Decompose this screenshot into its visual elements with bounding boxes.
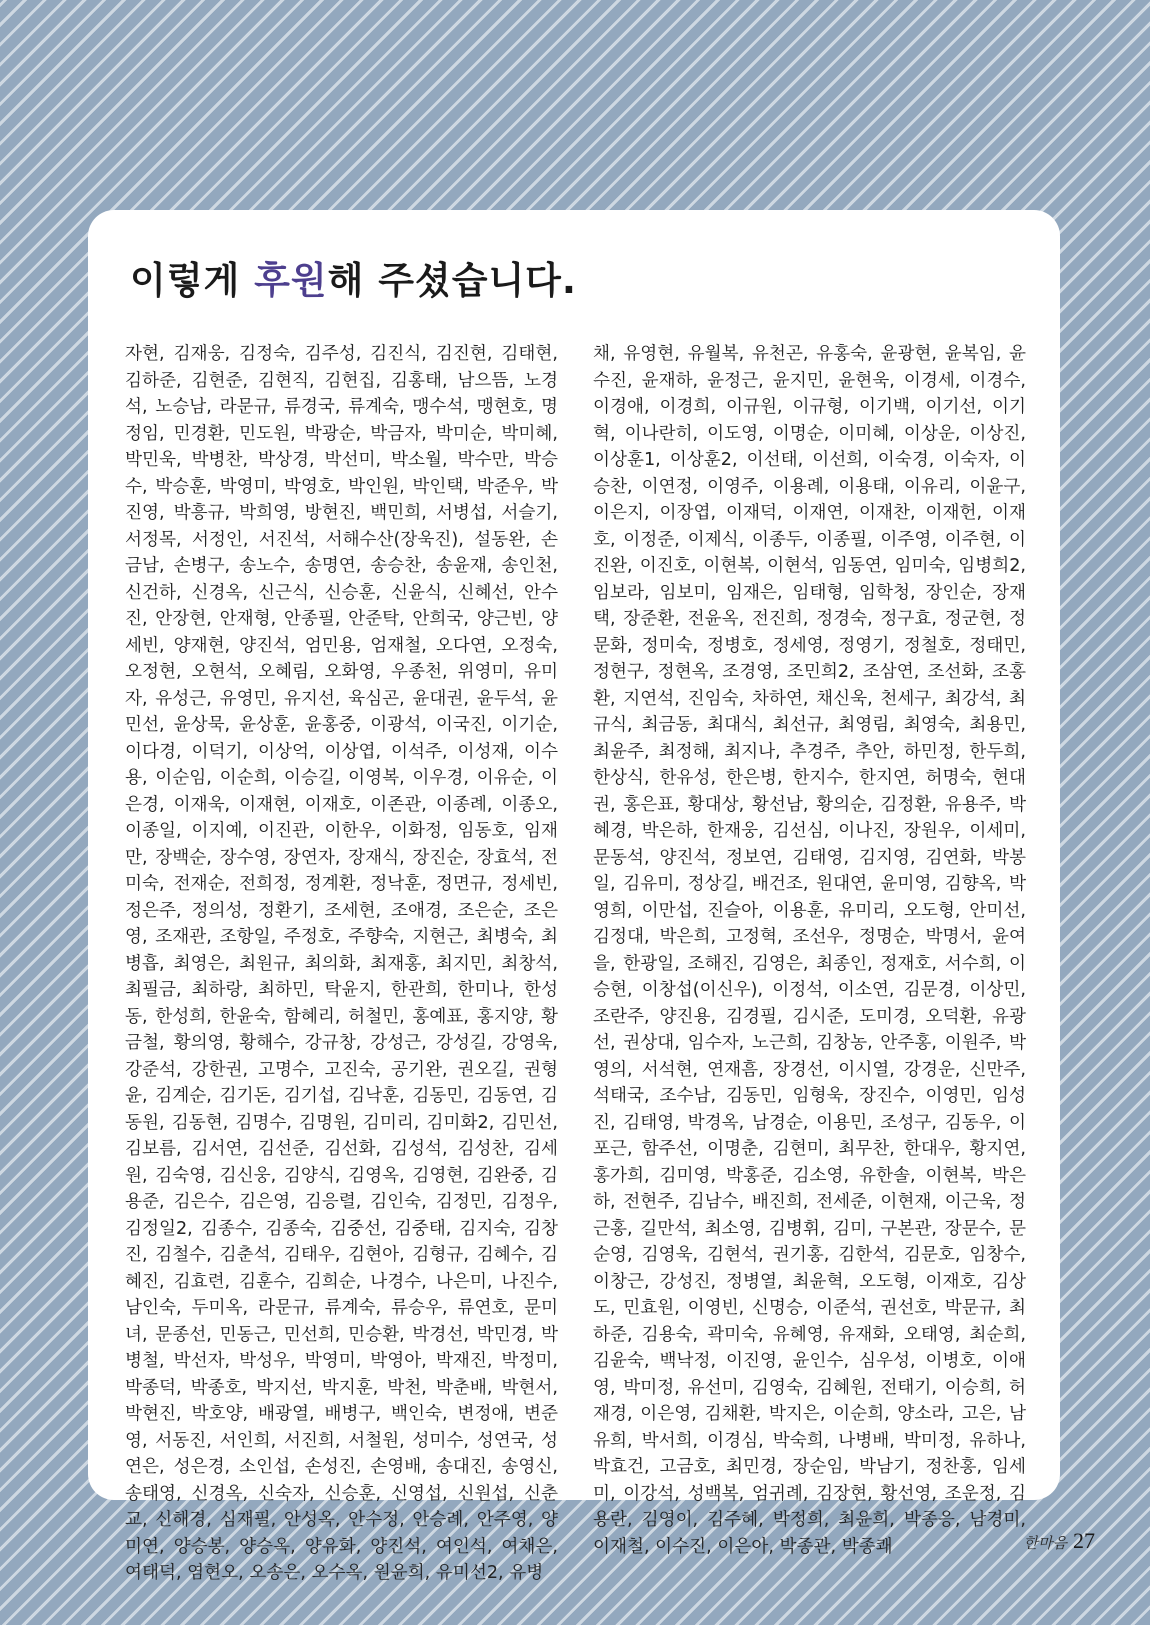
donor-line: 혜경, 박은하, 한재웅, 김선심, 이나진, 장원우, 이세미, [593,821,1026,841]
donor-line: 진영, 박흥규, 박희영, 방현진, 백민희, 서병섭, 서슬기, [125,503,558,523]
donor-line: 재경, 이은영, 김채환, 박지은, 이순희, 양소라, 고은, 남 [593,1404,1026,1424]
donor-line: 석, 노승남, 라문규, 류경국, 류계숙, 맹수석, 맹현호, 명 [125,397,558,417]
magazine-brand: 한마음 [1023,1534,1067,1552]
donor-line: 유희, 박서희, 이경심, 박숙희, 나병배, 박미정, 유하나, [593,1430,1026,1451]
donor-line: 이다경, 이덕기, 이상억, 이상엽, 이석주, 이성재, 이수 [125,741,558,762]
donor-line: 정현구, 정현옥, 조경영, 조민희2, 조삼연, 조선화, 조홍 [593,662,1026,682]
donor-line: 영, 박미정, 유선미, 김영숙, 김혜원, 전태기, 이승희, 허 [593,1377,1026,1398]
page-title [130,250,577,304]
donor-line: 남인숙, 두미옥, 라문규, 류계숙, 류승우, 류연호, 문미 [125,1298,558,1318]
donor-line: 이재철, 이수진, 이은아, 박종관, 박종쾌 [593,1536,893,1557]
donor-line: 동원, 김동현, 김명수, 김명원, 김미리, 김미화2, 김민선, [125,1112,558,1133]
donor-line: 이종일, 이지예, 이진관, 이한우, 이화정, 임동호, 임재 [125,821,558,841]
donor-line: 김정대, 박은희, 고정혁, 조선우, 정명순, 박명서, 윤여 [593,927,1026,947]
donor-line: 박종덕, 박종호, 박지선, 박지훈, 박천, 박춘배, 박현서, [125,1377,558,1398]
donor-line: 승현, 이창섭(이신우), 이정석, 이소연, 김문경, 이상민, [593,980,1026,1000]
donor-line: 선, 권상대, 임수자, 노근희, 김창농, 안주홍, 이원주, 박 [593,1033,1026,1053]
donor-line: 진, 김철수, 김춘석, 김태우, 김현아, 김형규, 김혜수, 김 [125,1245,558,1265]
donor-line: 이경애, 이경희, 이규원, 이규형, 이기백, 이기선, 이기 [593,397,1026,417]
donor-line: 홍가희, 김미영, 박홍준, 김소영, 유한솔, 이현복, 박은 [593,1165,1026,1186]
donor-line: 박효건, 고금호, 최민경, 장순임, 박남기, 정찬홍, 임세 [593,1457,1026,1477]
donor-line: 미숙, 전재순, 전희정, 정계환, 정낙훈, 정면규, 정세빈, [125,874,558,894]
donor-line: 미연, 양승봉, 양승옥, 양유화, 양진석, 여인석, 여채은, [125,1536,558,1557]
page-footer [1024,1528,1095,1554]
donor-line: 김정일2, 김종수, 김종숙, 김중선, 김중태, 김지숙, 김창 [125,1218,558,1239]
donor-line: 택, 장준환, 전윤옥, 전진희, 정경숙, 정구효, 정군현, 정 [593,609,1026,629]
donor-line: 영, 조재관, 조항일, 주정호, 주향숙, 지현근, 최병숙, 최 [125,927,558,947]
donor-line: 박민욱, 박병찬, 박상경, 박선미, 박소월, 박수만, 박승 [125,450,558,470]
donor-line: 을, 한광일, 조해진, 김영은, 최종인, 정재호, 서수희, 이 [593,953,1026,974]
donor-line: 문동석, 양진석, 정보연, 김태영, 김지영, 김연화, 박봉 [593,847,1026,868]
donor-line: 금남, 손병구, 송노수, 송명연, 송승찬, 송윤재, 송인천, [125,556,558,576]
donor-line: 녀, 문종선, 민동근, 민선희, 민승환, 박경선, 박민경, 박 [125,1324,558,1345]
donor-line: 하준, 김용숙, 곽미숙, 유혜영, 유재화, 오태영, 최순희, [593,1324,1026,1345]
donor-line: 진, 김태영, 박경옥, 남경순, 이용민, 조성구, 김동우, 이 [593,1112,1026,1133]
donor-line: 박현진, 박호양, 배광열, 배병구, 백인숙, 변정애, 변준 [125,1404,558,1424]
donor-line: 규식, 최금동, 최대식, 최선규, 최영림, 최영숙, 최용민, [593,715,1026,735]
donor-line: 김보름, 김서연, 김선준, 김선화, 김성석, 김성찬, 김세 [125,1139,558,1159]
donor-line: 정임, 민경환, 민도원, 박광순, 박금자, 박미순, 박미혜, [125,423,558,444]
donor-line: 환, 지연석, 진임숙, 차하연, 채신욱, 천세구, 최강석, 최 [593,688,1026,709]
donor-line: 금철, 황의영, 황해수, 강규창, 강성근, 강성길, 강영욱, [125,1033,558,1053]
donor-line: 이은지, 이장엽, 이재덕, 이재연, 이재찬, 이재헌, 이재 [593,503,1026,523]
donor-line: 정은주, 정의성, 정환기, 조세현, 조애경, 조은순, 조은 [125,900,558,921]
donor-line: 동, 한성희, 한윤숙, 함혜리, 허철민, 홍예표, 홍지양, 황 [125,1006,558,1027]
donor-line: 최필금, 최하랑, 최하민, 탁윤지, 한관희, 한미나, 한성 [125,980,558,1000]
donor-line: 서정목, 서정인, 서진석, 서해수산(장욱진), 설동완, 손 [125,529,558,550]
donor-line: 송태영, 신경옥, 신숙자, 신승훈, 신영섭, 신원섭, 신춘 [125,1483,558,1504]
donor-line: 호, 이정준, 이제식, 이종두, 이종필, 이주영, 이주현, 이 [593,529,1026,550]
donor-line: 조란주, 양진용, 김경필, 김시준, 도미경, 오덕환, 유광 [593,1006,1026,1027]
donor-line: 최윤주, 최정해, 최지나, 추경주, 추안, 하민정, 한두희, [593,741,1026,762]
donor-line: 김윤숙, 백낙정, 이진영, 윤인수, 심우성, 이병호, 이애 [593,1351,1026,1371]
donor-line: 자, 유성근, 유영민, 유지선, 육심곤, 윤대권, 윤두석, 윤 [125,688,558,709]
donor-line: 석태국, 조수남, 김동민, 임형욱, 장진수, 이영민, 임성 [593,1086,1026,1106]
donor-line: 이상훈1, 이상훈2, 이선태, 이선희, 이숙경, 이숙자, 이 [593,450,1026,470]
donor-line: 순영, 김영욱, 김현석, 권기홍, 김한석, 김문호, 임창수, [593,1245,1026,1265]
donor-line: 은경, 이재욱, 이재현, 이재호, 이존관, 이종례, 이종오, [125,794,558,815]
donor-line: 민선, 윤상묵, 윤상훈, 윤홍중, 이광석, 이국진, 이기순, [125,715,558,735]
donor-line: 미, 이강석, 성백복, 엄귀례, 김장현, 황선영, 조운정, 김 [593,1483,1026,1504]
donor-line: 진, 안장현, 안재형, 안종필, 안준탁, 안희국, 양근빈, 양 [125,609,558,629]
title-suffix: 해 주셨습니다. [327,259,577,302]
donor-line: 근홍, 길만석, 최소영, 김병휘, 김미, 구본관, 장문수, 문 [593,1218,1026,1239]
donor-line: 용란, 김영이, 김주혜, 박정희, 최윤희, 박종응, 남경미, [593,1510,1026,1530]
donor-line: 병흡, 최영은, 최원규, 최의화, 최재홍, 최지민, 최창석, [125,953,558,974]
donor-line: 승찬, 이연정, 이영주, 이용례, 이용태, 이유리, 이윤구, [593,476,1026,497]
donor-line: 권, 홍은표, 황대상, 황선남, 황의순, 김정환, 유용주, 박 [593,794,1026,815]
donor-line: 만, 장백순, 장수영, 장연자, 장재식, 장진순, 장효석, 전 [125,847,558,868]
donor-line: 일, 김유미, 정상길, 배건조, 원대연, 윤미영, 김향옥, 박 [593,874,1026,894]
donor-line: 강준석, 강한권, 고명수, 고진숙, 공기완, 권오길, 권형 [125,1059,558,1080]
page-number: 27 [1073,1528,1095,1553]
donor-line: 용, 이순임, 이순희, 이승길, 이영복, 이우경, 이유순, 이 [125,768,558,788]
donor-line: 윤, 김계순, 김기돈, 김기섭, 김낙훈, 김동민, 김동연, 김 [125,1086,558,1106]
donor-line: 연은, 성은경, 소인섭, 손성진, 손영배, 송대진, 송영신, [125,1457,558,1477]
donor-list-left-column [125,341,558,1587]
donor-line: 이창근, 강성진, 정병열, 최윤혁, 오도형, 이재호, 김상 [593,1271,1026,1292]
donor-line: 신건하, 신경옥, 신근식, 신승훈, 신윤식, 신혜선, 안수 [125,582,558,603]
donor-line: 영, 서동진, 서인희, 서진희, 서철원, 성미수, 성연국, 성 [125,1430,558,1451]
donor-line: 영희, 이만섭, 진슬아, 이용훈, 유미리, 오도형, 안미선, [593,900,1026,921]
donor-line: 자현, 김재웅, 김정숙, 김주성, 김진식, 김진현, 김태현, [125,344,558,364]
donor-line: 혁, 이나란히, 이도영, 이명순, 이미혜, 이상운, 이상진, [593,423,1026,444]
donor-line: 수, 박승훈, 박영미, 박영호, 박인원, 박인택, 박준우, 박 [125,476,558,497]
donor-line: 여태덕, 염현오, 오송은, 오수옥, 원윤희, 유미선2, 유병 [125,1563,544,1583]
donor-line: 영의, 서석현, 연재흠, 장경선, 이시열, 강경운, 신만주, [593,1059,1026,1080]
donor-list-right-column [593,341,1026,1560]
donor-line: 문화, 정미숙, 정병호, 정세영, 정영기, 정철호, 정태민, [593,635,1026,656]
title-prefix: 이렇게 [130,259,255,302]
donor-line: 도, 민효원, 이영빈, 신명승, 이준석, 권선호, 박문규, 최 [593,1298,1026,1318]
donor-line: 진완, 이진호, 이현복, 이현석, 임동연, 임미숙, 임병희2, [593,556,1026,576]
donor-line: 포근, 함주선, 이명춘, 김현미, 최무찬, 한대우, 황지연, [593,1139,1026,1159]
donor-line: 한상식, 한유성, 한은병, 한지수, 한지연, 허명숙, 현대 [593,768,1026,788]
title-accent: 후원 [254,259,328,302]
donor-line: 김하준, 김현준, 김현직, 김현집, 김홍태, 남으뜸, 노경 [125,370,558,391]
donor-line: 세빈, 양재현, 양진석, 엄민용, 엄재철, 오다연, 오정숙, [125,635,558,656]
donor-line: 채, 유영현, 유월복, 유천곤, 유홍숙, 윤광현, 윤복임, 윤 [593,344,1026,364]
donor-line: 교, 신해경, 심재필, 안성옥, 안수정, 안승례, 안주영, 양 [125,1510,558,1530]
donor-line: 원, 김숙영, 김신웅, 김양식, 김영옥, 김영현, 김완중, 김 [125,1165,558,1186]
donor-line: 임보라, 임보미, 임재은, 임태형, 임학청, 장인순, 장재 [593,582,1026,603]
donor-line: 오정현, 오현석, 오혜림, 오화영, 우종천, 위영미, 유미 [125,662,558,682]
donor-line: 병철, 박선자, 박성우, 박영미, 박영아, 박재진, 박정미, [125,1351,558,1371]
donor-line: 용준, 김은수, 김은영, 김응렬, 김인숙, 김정민, 김정우, [125,1192,558,1212]
donor-line: 혜진, 김효련, 김훈수, 김희순, 나경수, 나은미, 나진수, [125,1271,558,1292]
donor-line: 하, 전현주, 김남수, 배진희, 전세준, 이현재, 이근욱, 정 [593,1192,1026,1212]
donor-line: 수진, 윤재하, 윤정근, 윤지민, 윤현욱, 이경세, 이경수, [593,370,1026,391]
